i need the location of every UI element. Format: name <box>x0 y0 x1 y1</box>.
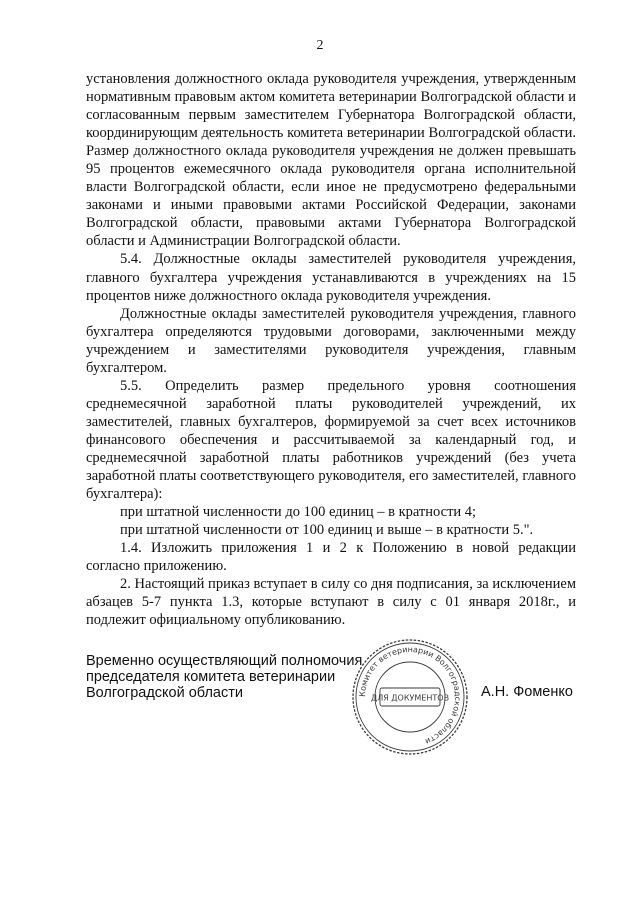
paragraph-2-effective-date: 2. Настоящий приказ вступает в силу со дня подписания, за исключением абзацев 5-7 пункта 1.3, которые вступают в силу с 01 января 2018г., и подлежит официальному опубликованию. <box>86 576 576 629</box>
paragraph-5-4: 5.4. Должностные оклады заместителей руководителя учреждения, главного бухгалтера учреждения устанавливаются в учреждениях на 15 процентов ниже должностного оклада руководителя учреждения. <box>86 251 576 304</box>
signatory-title-line: Волгоградской области <box>86 685 243 701</box>
signatory-title-line: председателя комитета ветеринарии <box>86 669 336 685</box>
paragraph-5-5: 5.5. Определить размер предельного уровня соотношения среднемесячной заработной платы руководителей учреждений, их заместителей, главных бухгалтеров, формируемой за счет всех источников финансового обеспечения и рассчитываемой за календарный год, и среднемесячной заработной платы работников учреждений (без учета заработной платы соответствующего руководителя, его заместителей, главного бухгалтера): <box>86 377 576 503</box>
stamp-center-text: ДЛЯ ДОКУМЕНТОВ <box>370 693 450 703</box>
signatory-name: А.Н. Фоменко <box>481 684 573 700</box>
document-body <box>86 70 576 629</box>
paragraph-1-4: 1.4. Изложить приложения 1 и 2 к Положению в новой редакции согласно приложению. <box>86 540 576 575</box>
page-number: 2 <box>316 38 324 53</box>
signatory-title-line: Временно осуществляющий полномочия <box>86 653 363 669</box>
stamp-ring-text: Комитет ветеринарии Волгоградской области <box>357 644 463 747</box>
paragraph-ratio-up-to-100: при штатной численности до 100 единиц – в кратности 4; <box>120 504 477 521</box>
paragraph-deputies-salaries: Должностные оклады заместителей руководителя учреждения, главного бухгалтера определяются трудовыми договорами, заключенными между учреждением и заместителями руководителя учреждения, главным бухгалтером. <box>86 305 576 376</box>
paragraph-continuation: установления должностного оклада руководителя учреждения, утвержденным нормативным правовым актом комитета ветеринарии Волгоградской области и согласованным первым заместителем Губернатора Волгоградской области, координирующим деятельность комитета ветеринарии Волгоградской области. Размер должностного оклада руководителя учреждения не должен превышать 95 процентов ежемесячного оклада руководителя органа исполнительной власти Волгоградской области, если иное не предусмотрено федеральными законами и иными правовыми актами Российской Федерации, законами Волгоградской области, правовыми актами Губернатора Волгоградской области и Администрации Волгоградской области. <box>86 71 576 250</box>
signatory-title <box>86 653 362 701</box>
paragraph-ratio-from-100: при штатной численности от 100 единиц и выше – в кратности 5.". <box>120 522 534 539</box>
official-stamp <box>350 637 470 757</box>
